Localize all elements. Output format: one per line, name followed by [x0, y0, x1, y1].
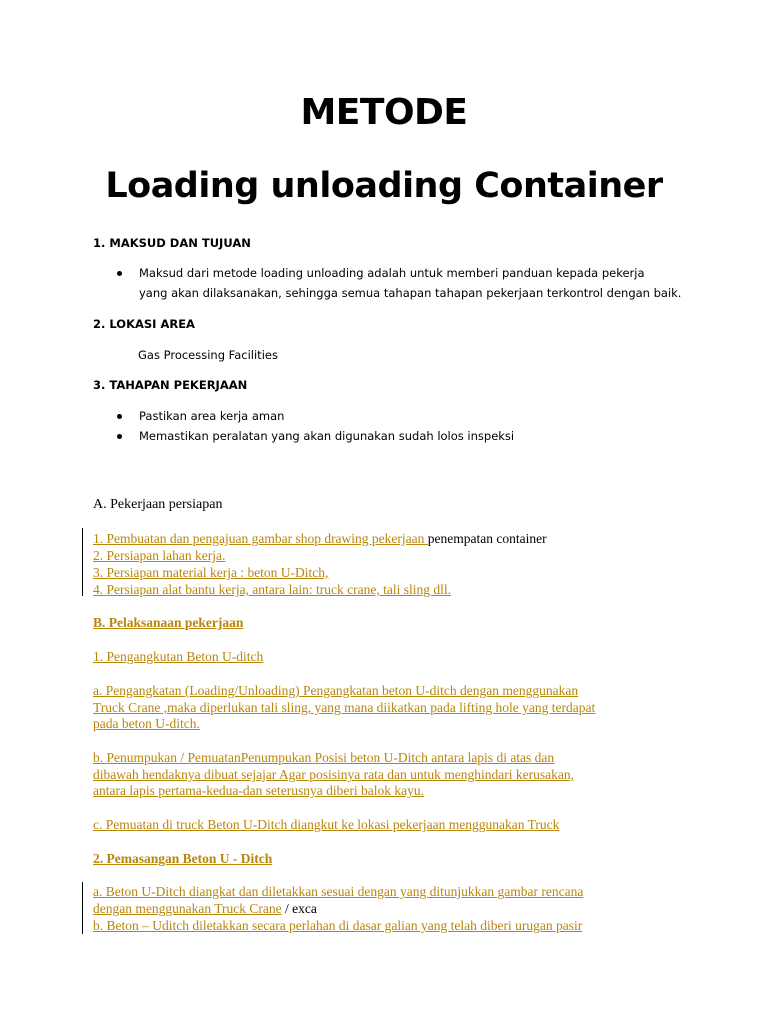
- part-a-item-1: [93, 531, 547, 547]
- part-b-sub-2[interactable]: 2. Pemasangan Beton U - Ditch: [93, 851, 273, 866]
- part-b-heading[interactable]: B. Pelaksanaan pekerjaan: [93, 615, 244, 630]
- part-b-d-line2: [93, 901, 317, 917]
- part-a-item-4[interactable]: 4. Persiapan alat bantu kerja, antara lain: truck crane, tali sling dll.: [93, 582, 451, 597]
- part-b-d-line2-rest: / exca: [281, 901, 317, 916]
- document-title: METODE: [300, 92, 468, 133]
- part-b-b-line2[interactable]: dibawah hendaknya dibuat sejajar Agar posisinya rata dan untuk menghindari kerusakan,: [93, 767, 574, 782]
- part-a-item-1-link[interactable]: 1. Pembuatan dan pengajuan gambar shop drawing pekerjaan: [93, 531, 428, 546]
- part-a-heading: A. Pekerjaan persiapan: [93, 497, 223, 512]
- bullet-icon: [117, 271, 122, 276]
- section-heading-tahapan: 3. TAHAPAN PEKERJAAN: [93, 378, 248, 392]
- bullet-icon: [117, 414, 122, 419]
- part-a-item-2[interactable]: 2. Persiapan lahan kerja.: [93, 548, 226, 563]
- part-b-a-line1[interactable]: a. Pengangkatan (Loading/Unloading) Pengangkatan beton U-ditch dengan menggunakan: [93, 683, 579, 698]
- revision-bar: [82, 528, 83, 596]
- part-a-item-1-rest: penempatan container: [427, 531, 547, 546]
- part-b-d-line1[interactable]: a. Beton U-Ditch diangkat dan diletakkan sesuai dengan yang ditunjukkan gambar rencana: [93, 884, 584, 899]
- revision-bar: [82, 882, 83, 934]
- tahapan-bullet: Memastikan peralatan yang akan digunakan sudah lolos inspeksi: [139, 429, 515, 443]
- part-b-b-line3[interactable]: antara lapis pertama-kedua-dan seterusnya diberi balok kayu.: [93, 783, 424, 798]
- part-b-c-line1[interactable]: c. Pemuatan di truck Beton U-Ditch diangkut ke lokasi pekerjaan menggunakan Truck: [93, 817, 560, 832]
- maksud-text-line2: yang akan dilaksanakan, sehingga semua tahapan tahapan pekerjaan terkontrol dengan baik.: [139, 286, 682, 300]
- section-heading-maksud: 1. MAKSUD DAN TUJUAN: [93, 236, 251, 250]
- section-heading-lokasi: 2. LOKASI AREA: [93, 317, 195, 331]
- maksud-text-line1: Maksud dari metode loading unloading adalah untuk memberi panduan kepada pekerja: [139, 266, 645, 280]
- part-b-a-line2[interactable]: Truck Crane ,maka diperlukan tali sling, yang mana diikatkan pada lifting hole yang terdapat: [93, 700, 596, 715]
- part-b-d-line2-link[interactable]: dengan menggunakan Truck Crane: [93, 901, 282, 916]
- document-subtitle: Loading unloading Container: [105, 166, 663, 206]
- tahapan-bullet: Pastikan area kerja aman: [139, 409, 285, 423]
- bullet-icon: [117, 434, 122, 439]
- part-b-e-line1[interactable]: b. Beton – Uditch diletakkan secara perlahan di dasar galian yang telah diberi urugan pasir: [93, 918, 583, 933]
- part-a-item-3[interactable]: 3. Persiapan material kerja : beton U-Ditch,: [93, 565, 329, 580]
- part-b-a-line3[interactable]: pada beton U-ditch.: [93, 716, 200, 731]
- part-b-sub-1[interactable]: 1. Pengangkutan Beton U-ditch: [93, 649, 264, 664]
- part-b-b-line1[interactable]: b. Penumpukan / PemuatanPenumpukan Posisi beton U-Ditch antara lapis di atas dan: [93, 750, 555, 765]
- lokasi-text: Gas Processing Facilities: [138, 348, 278, 362]
